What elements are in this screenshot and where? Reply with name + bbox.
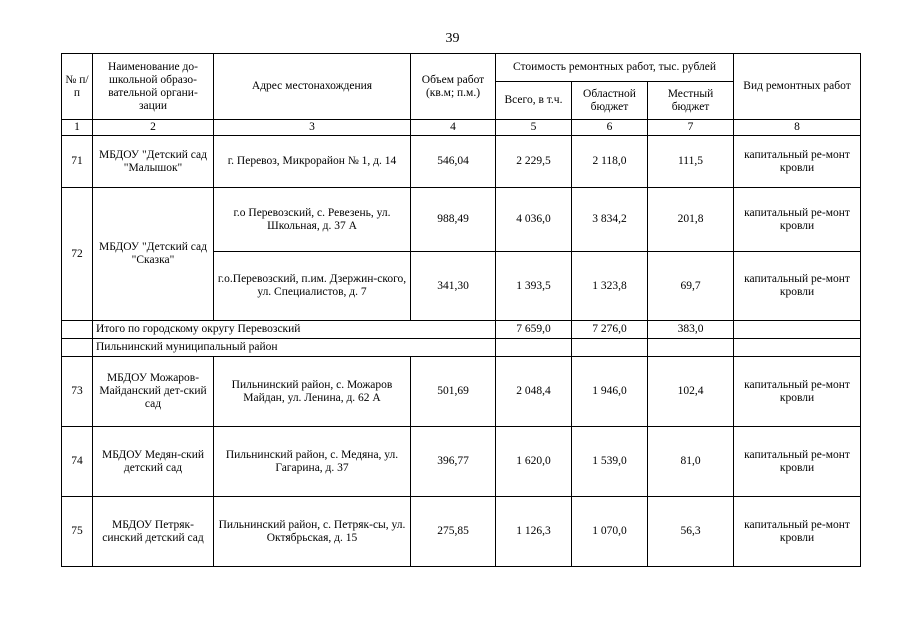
row-local: 102,4 xyxy=(648,357,734,427)
row-num: 72 xyxy=(62,188,93,321)
row-num: 73 xyxy=(62,357,93,427)
row-kind: капитальный ре-монт кровли xyxy=(734,427,861,497)
row-kind: капитальный ре-монт кровли xyxy=(734,252,861,321)
subtotal-total: 7 659,0 xyxy=(496,321,572,339)
header-volume: Объем работ (кв.м; п.м.) xyxy=(411,54,496,120)
section-label: Пильнинский муниципальный район xyxy=(93,339,496,357)
row-num: 75 xyxy=(62,497,93,567)
col-number: 5 xyxy=(496,120,572,136)
row-volume: 988,49 xyxy=(411,188,496,252)
row-kind: капитальный ре-монт кровли xyxy=(734,188,861,252)
row-kind: капитальный ре-монт кровли xyxy=(734,357,861,427)
row-local: 81,0 xyxy=(648,427,734,497)
row-total: 4 036,0 xyxy=(496,188,572,252)
repair-cost-table xyxy=(61,53,861,567)
col-number: 4 xyxy=(411,120,496,136)
row-regional: 2 118,0 xyxy=(572,136,648,188)
row-address: Пильнинский район, с. Можаров Майдан, ул. Ленина, д. 62 А xyxy=(214,357,411,427)
header-cost-group: Стоимость ремонтных работ, тыс. рублей xyxy=(496,54,734,82)
row-local: 201,8 xyxy=(648,188,734,252)
header-total: Всего, в т.ч. xyxy=(496,82,572,120)
row-local: 69,7 xyxy=(648,252,734,321)
col-number: 3 xyxy=(214,120,411,136)
row-num: 71 xyxy=(62,136,93,188)
subtotal-row xyxy=(62,321,861,339)
col-number: 2 xyxy=(93,120,214,136)
table-row xyxy=(62,136,861,188)
header-regional: Областной бюджет xyxy=(572,82,648,120)
row-name: МБДОУ Медян-ский детский сад xyxy=(93,427,214,497)
row-regional: 1 539,0 xyxy=(572,427,648,497)
header-kind: Вид ремонтных работ xyxy=(734,54,861,120)
subtotal-local: 383,0 xyxy=(648,321,734,339)
header-name: Наименование до-школьной образо-вательной органи-зации xyxy=(93,54,214,120)
row-regional: 1 946,0 xyxy=(572,357,648,427)
col-number: 8 xyxy=(734,120,861,136)
subtotal-regional: 7 276,0 xyxy=(572,321,648,339)
row-name: МБДОУ Можаров-Майданский дет-ский сад xyxy=(93,357,214,427)
row-local: 111,5 xyxy=(648,136,734,188)
row-local: 56,3 xyxy=(648,497,734,567)
row-volume: 546,04 xyxy=(411,136,496,188)
table-row xyxy=(62,497,861,567)
table-row xyxy=(62,188,861,252)
row-address: г.о.Перевозский, п.им. Дзержин-ского, ул. Специалистов, д. 7 xyxy=(214,252,411,321)
col-number: 7 xyxy=(648,120,734,136)
row-address: Пильнинский район, с. Петряк-сы, ул. Октябрьская, д. 15 xyxy=(214,497,411,567)
row-regional: 3 834,2 xyxy=(572,188,648,252)
page-number: 39 xyxy=(445,31,460,46)
row-regional: 1 070,0 xyxy=(572,497,648,567)
row-total: 1 126,3 xyxy=(496,497,572,567)
row-total: 2 229,5 xyxy=(496,136,572,188)
col-number: 1 xyxy=(62,120,93,136)
row-address: г.о Перевозский, с. Ревезень, ул. Школьная, д. 37 А xyxy=(214,188,411,252)
col-number: 6 xyxy=(572,120,648,136)
table-row xyxy=(62,357,861,427)
subtotal-label: Итого по городскому округу Перевозский xyxy=(93,321,496,339)
row-volume: 396,77 xyxy=(411,427,496,497)
row-kind: капитальный ре-монт кровли xyxy=(734,497,861,567)
header-num: № п/п xyxy=(62,54,93,120)
row-num: 74 xyxy=(62,427,93,497)
row-volume: 275,85 xyxy=(411,497,496,567)
header-local: Местный бюджет xyxy=(648,82,734,120)
row-name: МБДОУ Петряк-синский детский сад xyxy=(93,497,214,567)
row-total: 1 393,5 xyxy=(496,252,572,321)
row-name: МБДОУ "Детский сад "Сказка" xyxy=(93,188,214,321)
row-kind: капитальный ре-монт кровли xyxy=(734,136,861,188)
row-total: 2 048,4 xyxy=(496,357,572,427)
row-name: МБДОУ "Детский сад "Малышок" xyxy=(93,136,214,188)
row-regional: 1 323,8 xyxy=(572,252,648,321)
row-address: Пильнинский район, с. Медяна, ул. Гагарина, д. 37 xyxy=(214,427,411,497)
row-total: 1 620,0 xyxy=(496,427,572,497)
header-address: Адрес местонахождения xyxy=(214,54,411,120)
row-address: г. Перевоз, Микрорайон № 1, д. 14 xyxy=(214,136,411,188)
row-volume: 341,30 xyxy=(411,252,496,321)
table-row xyxy=(62,427,861,497)
section-row xyxy=(62,339,861,357)
row-volume: 501,69 xyxy=(411,357,496,427)
